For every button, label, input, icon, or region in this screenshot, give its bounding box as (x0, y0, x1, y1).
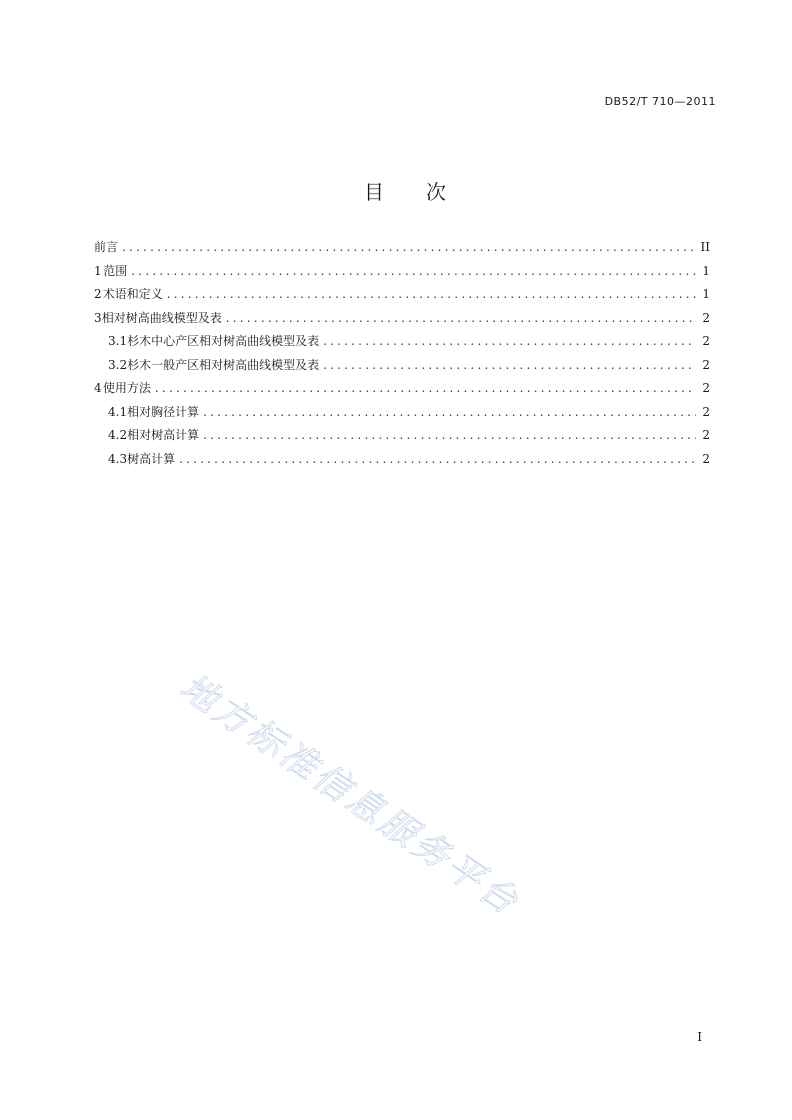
toc-entry-page: 2 (702, 310, 710, 325)
toc-leader-dots (179, 452, 696, 466)
document-code: DB52/T 710—2011 (604, 95, 716, 108)
toc-leader-dots (167, 287, 696, 301)
toc-entry-page: 1 (702, 287, 710, 301)
toc-entry-number: 4.1 (108, 404, 128, 419)
page-number: I (697, 1030, 702, 1044)
toc-entry-label: 使用方法 (102, 381, 151, 395)
toc-entry-number: 4.2 (108, 428, 128, 442)
toc-leader-dots (226, 311, 696, 325)
toc-leader-dots (131, 264, 696, 278)
toc-entry-label: 术语和定义 (102, 287, 163, 301)
toc-entry-label: 杉木中心产区相对树高曲线模型及表 (127, 334, 320, 348)
toc-entry-page: 2 (702, 381, 710, 395)
toc-leader-dots (323, 334, 696, 348)
toc-entry-number: 3.2 (108, 357, 128, 372)
toc-entry-page: 2 (702, 404, 710, 419)
toc-entry-label: 相对胸径计算 (127, 404, 200, 419)
page-title (0, 176, 792, 205)
toc-entry-1[interactable] (94, 262, 710, 286)
toc-entry-page: 2 (702, 451, 710, 466)
table-of-contents (94, 238, 710, 473)
toc-entry-label: 树高计算 (127, 451, 176, 466)
toc-entry-label: 相对树高计算 (127, 428, 200, 442)
toc-entry-3[interactable] (94, 309, 710, 333)
toc-entry-page: II (700, 240, 710, 254)
toc-leader-dots (155, 381, 696, 395)
toc-entry-2[interactable] (94, 285, 710, 309)
toc-entry-3-1[interactable] (94, 332, 710, 356)
toc-entry-page: 2 (702, 334, 710, 348)
title-char-1: 目 (364, 180, 384, 204)
toc-leader-dots (203, 428, 696, 442)
toc-entry-4-3[interactable] (94, 450, 710, 474)
toc-leader-dots (323, 358, 696, 372)
toc-entry-label: 范围 (103, 263, 128, 278)
toc-leader-dots (122, 240, 696, 254)
toc-entry-page: 2 (702, 428, 710, 442)
toc-entry-4-2[interactable] (94, 426, 710, 450)
toc-entry-label: 相对树高曲线模型及表 (101, 310, 222, 325)
toc-entry-number: 3 (94, 310, 102, 325)
title-char-2: 次 (426, 180, 446, 204)
toc-entry-page: 2 (702, 357, 710, 372)
watermark: 地方标准信息服务平台 (172, 666, 528, 925)
toc-entry-number: 2 (94, 287, 102, 301)
toc-entry-foreword[interactable] (94, 238, 710, 262)
toc-entry-4-1[interactable] (94, 403, 710, 427)
toc-entry-page: 1 (702, 263, 710, 278)
toc-entry-number: 4.3 (108, 451, 128, 466)
toc-entry-label: 杉木一般产区相对树高曲线模型及表 (127, 357, 320, 372)
toc-entry-number: 3.1 (108, 334, 128, 348)
toc-entry-label: 前言 (94, 240, 119, 254)
toc-leader-dots (203, 405, 696, 419)
toc-entry-number: 4 (94, 381, 102, 395)
toc-entry-4[interactable] (94, 379, 710, 403)
toc-entry-number: 1 (94, 263, 102, 278)
toc-entry-3-2[interactable] (94, 356, 710, 380)
